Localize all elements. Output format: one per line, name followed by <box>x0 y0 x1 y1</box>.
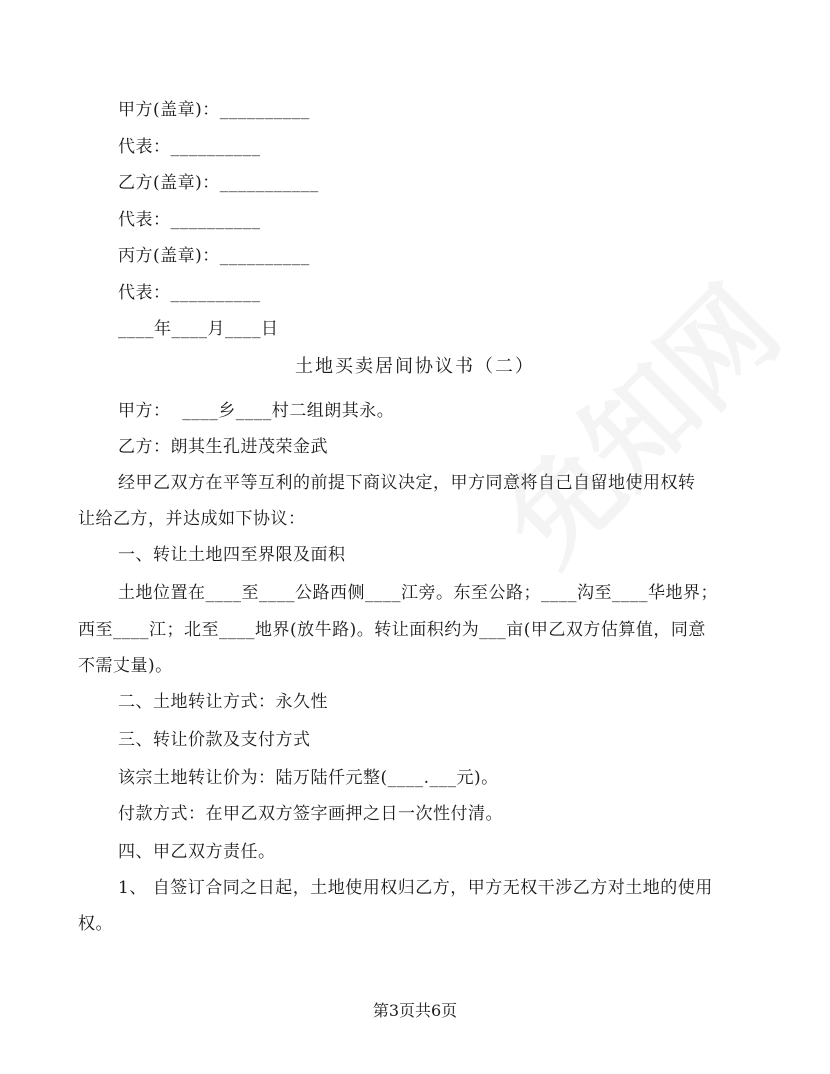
party-c-seal-line: 丙方(盖章)：__________ <box>118 246 310 266</box>
page-footer: 第3页共6页 <box>372 1001 458 1020</box>
watermark <box>462 246 807 591</box>
paragraph-line: 让给乙方，并达成如下协议： <box>78 509 306 529</box>
paragraph-line: 西至____江；北至____地界(放牛路)。转让面积约为___亩(甲乙双方估算值，同意 <box>78 620 706 640</box>
date-line: ____年____月____日 <box>118 319 279 339</box>
paragraph-line: 权。 <box>78 914 113 934</box>
representative-line: 代表：__________ <box>118 137 261 157</box>
paragraph-line: 不需丈量)。 <box>78 656 173 676</box>
party-a-seal-line: 甲方(盖章)：__________ <box>118 100 310 120</box>
section-heading: 一、转让土地四至界限及面积 <box>118 545 346 565</box>
paragraph-line: 土地位置在____至____公路西侧____江旁。东至公路；____沟至____华地界； <box>118 583 718 603</box>
paragraph-line: 付款方式：在甲乙双方签字画押之日一次性付清。 <box>118 804 503 824</box>
paragraph-line: 1、 自签订合同之日起，土地使用权归乙方，甲方无权干涉乙方对土地的使用 <box>118 878 713 898</box>
document-title: 土地买卖居间协议书（二） <box>295 356 535 377</box>
party-b-seal-line: 乙方(盖章)：___________ <box>118 173 319 193</box>
section-heading: 二、土地转让方式：永久性 <box>118 692 328 712</box>
section-heading: 三、转让价款及支付方式 <box>118 730 311 750</box>
party-b-line: 乙方：朗其生孔进茂荣金武 <box>118 437 328 457</box>
representative-line: 代表：__________ <box>118 210 261 230</box>
paragraph-line: 该宗土地转让价为：陆万陆仟元整(____.___元)。 <box>118 768 499 788</box>
section-heading: 四、甲乙双方责任。 <box>118 842 276 862</box>
party-a-line: 甲方： ____乡____村二组朗其永。 <box>118 401 395 421</box>
paragraph-line: 经甲乙双方在平等互利的前提下商议决定，甲方同意将自己自留地使用权转 <box>118 473 696 493</box>
representative-line: 代表：__________ <box>118 283 261 303</box>
